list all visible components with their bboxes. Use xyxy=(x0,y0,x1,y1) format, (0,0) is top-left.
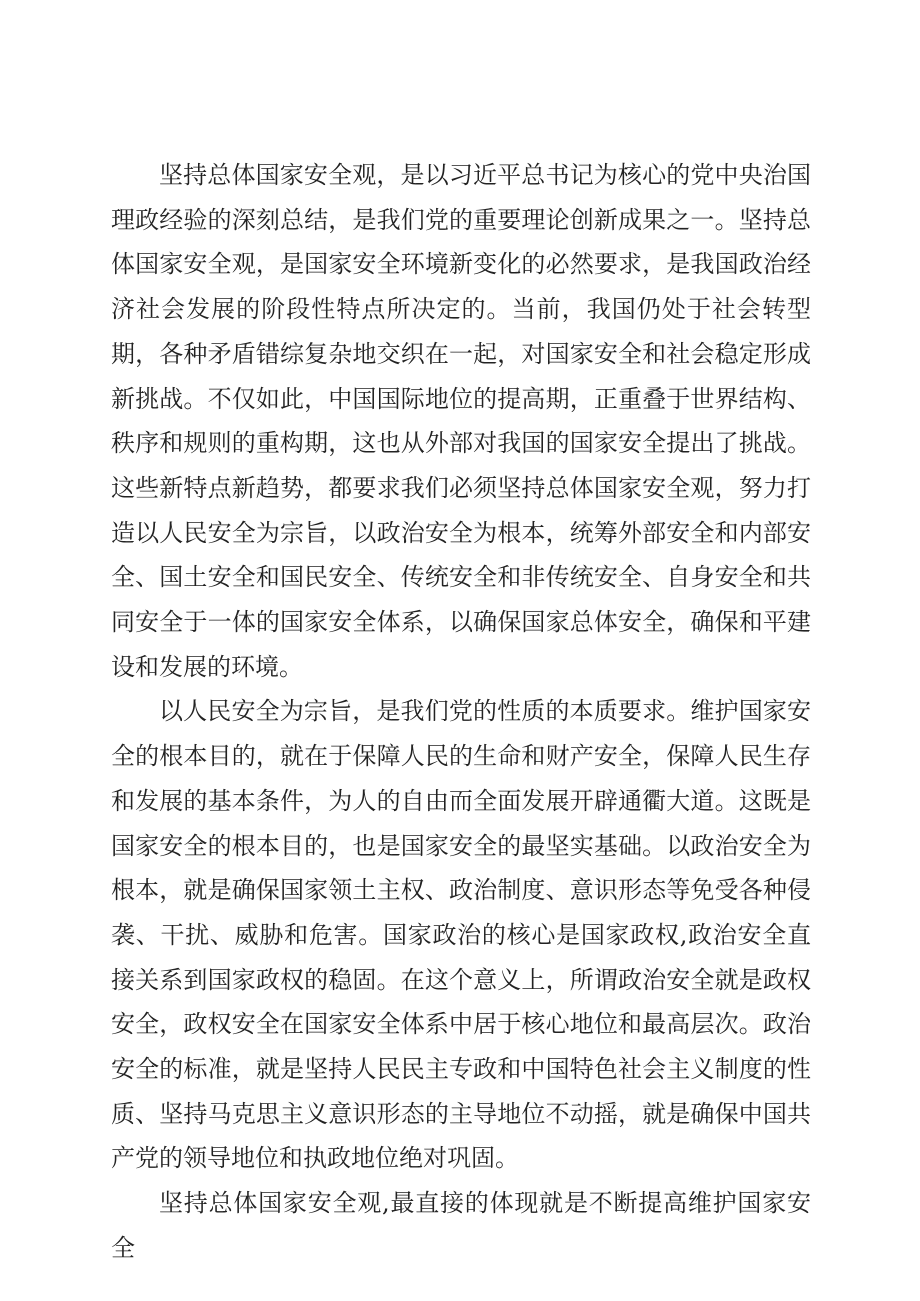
paragraph-1: 坚持总体国家安全观，是以习近平总书记为核心的党中央治国理政经验的深刻总结，是我们党的重要理论创新成果之一。坚持总体国家安全观，是国家安全环境新变化的必然要求，是我国政治经济社会发展的阶段性特点所决定的。当前，我国仍处于社会转型期，各种矛盾错综复杂地交织在一起，对国家安全和社会稳定形成新挑战。不仅如此，中国国际地位的提高期，正重叠于世界结构、秩序和规则的重构期，这也从外部对我国的国家安全提出了挑战。这些新特点新趋势，都要求我们必须坚持总体国家安全观，努力打造以人民安全为宗旨，以政治安全为根本，统筹外部安全和内部安全、国土安全和国民安全、传统安全和非传统安全、自身安全和共同安全于一体的国家安全体系，以确保国家总体安全，确保和平建设和发展的环境。 xyxy=(111,161,811,681)
paragraph-2: 以人民安全为宗旨，是我们党的性质的本质要求。维护国家安全的根本目的，就在于保障人民的生命和财产安全，保障人民生存和发展的基本条件，为人的自由而全面发展开辟通衢大道。这既是国家安全的根本目的，也是国家安全的最坚实基础。以政治安全为根本，就是确保国家领土主权、政治制度、意识形态等免受各种侵袭、干扰、威胁和危害。国家政治的核心是国家政权,政治安全直接关系到国家政权的稳固。在这个意义上，所谓政治安全就是政权安全，政权安全在国家安全体系中居于核心地位和最高层次。政治安全的标准，就是坚持人民民主专政和中国特色社会主义制度的性质、坚持马克思主义意识形态的主导地位不动摇，就是确保中国共产党的领导地位和执政地位绝对巩固。 xyxy=(111,697,811,1173)
document-body xyxy=(111,153,811,1271)
paragraph-3: 坚持总体国家安全观,最直接的体现就是不断提高维护国家安全 xyxy=(111,1189,811,1262)
